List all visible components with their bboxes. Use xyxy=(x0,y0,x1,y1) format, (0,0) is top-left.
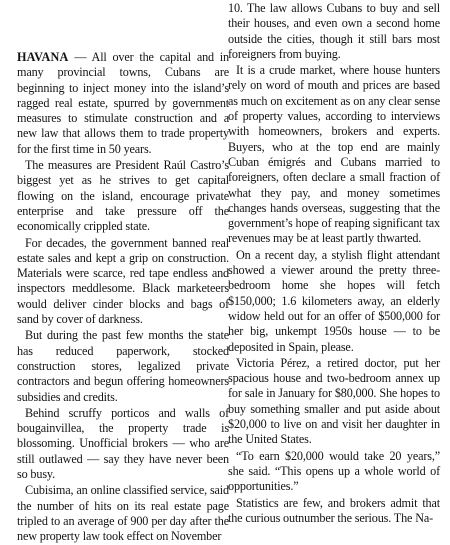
article-paragraph: “To earn $20,000 would take 20 years,” she said. “This opens up a whole world of opportunities.” xyxy=(228,448,440,494)
article-paragraph: Behind scruffy porticos and walls of bougainvillea, the property trade is blossoming. Unofficial brokers — who are still outlawed — say they have never been so busy. xyxy=(17,405,229,482)
article-column-right xyxy=(228,1,440,526)
article-column-left xyxy=(17,50,229,545)
article-paragraph: The measures are President Raúl Castro’s biggest yet as he strives to get capital flowing on the island, encourage private enterprise and take pressure off the economically crippled state. xyxy=(17,158,229,234)
article-paragraph: Cubisima, an online classified service, said the number of hits on its real estate page tripled to an average of 900 per day after the new property law took effect on November xyxy=(17,483,229,544)
article-paragraph: Victoria Pérez, a retired doctor, put her spacious house and two-bedroom annex up for sale in January for $80,000. She hopes to buy something smaller and put aside about $20,000 to live on and visit her daughter in the United States. xyxy=(228,355,440,447)
article-paragraph: On a recent day, a stylish flight attendant showed a viewer around the pretty three-bedroom home she hopes will fetch $150,000; 1.6 kilometers away, an elderly widow held out for an offer of $500,000 for her big, unkempt 1950s house — to be deposited in Spain, please. xyxy=(228,247,440,354)
paragraph-text: — All over the capital and in many provincial towns, Cubans are beginning to inject money into the island’s ragged real estate, spurred by government measures to stimulate construction and a new law that allows them to trade property for the first time in 50 years. xyxy=(17,50,229,156)
article-paragraph xyxy=(17,50,229,157)
dateline: HAVANA xyxy=(17,50,69,64)
article-paragraph: For decades, the government banned real estate sales and kept a grip on construction. Materials were scarce, red tape endless and inspectors meddlesome. Black marketeers would deliver cinder blocks and bags of sand by cover of darkness. xyxy=(17,235,229,327)
article-paragraph-continued: 10. The law allows Cubans to buy and sell their houses, and even own a second home outside the cities, though it still bars most foreigners from buying. xyxy=(228,1,440,61)
article-paragraph: But during the past few months the state has reduced paperwork, stocked construction stores, legalized private contractors and begun offering homeowners subsidies and credits. xyxy=(17,328,229,404)
article-paragraph: Statistics are few, and brokers admit that the curious outnumber the serious. The Na- xyxy=(228,495,440,525)
article-paragraph: It is a crude market, where house hunters rely on word of mouth and prices are based as much on excitement as on any clear sense of property values, according to interviews with homeowners, brokers and experts. Buyers, who at the top end are mainly Cuban émigrés and Cubans married to foreigners, often declare a small fraction of what they pay, and money sometimes changes hands overseas, suggesting that the government’s hope of reaping significant tax revenues may be at least partly thwarted. xyxy=(228,63,440,246)
